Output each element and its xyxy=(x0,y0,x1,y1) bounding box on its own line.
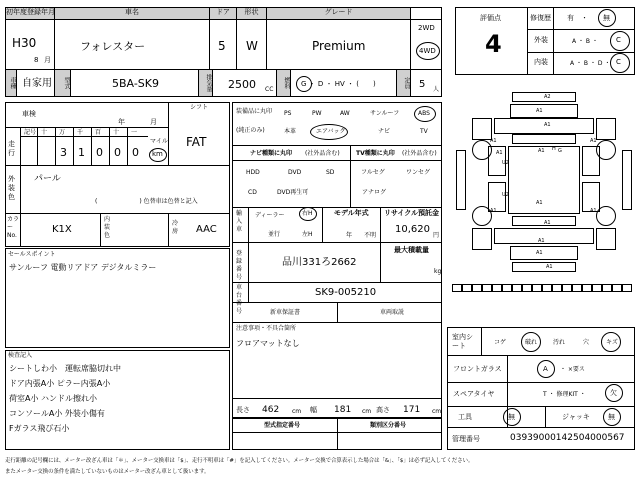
handle-right: 右H xyxy=(302,210,313,217)
ac-label: 冷房 xyxy=(172,220,179,235)
seat-option: 穴 xyxy=(583,339,590,346)
jack-value: 無 xyxy=(608,413,615,421)
model-year-label: モデル年式 xyxy=(334,209,369,217)
equip-item: PS xyxy=(284,110,292,117)
exterior-label: 外装 xyxy=(534,36,548,44)
interior-selected: C xyxy=(616,58,621,66)
manual-label: 車両取説 xyxy=(380,309,405,316)
tv-item: ワンセグ xyxy=(406,169,431,176)
digit-divider xyxy=(127,127,128,165)
grade-value: Premium xyxy=(312,39,366,53)
km-label: km xyxy=(152,150,163,158)
shift-label: シフト xyxy=(190,104,209,111)
damage-label: A1 xyxy=(496,150,503,156)
inspector-label: 検査記入 xyxy=(8,352,33,359)
digit-value: 0 xyxy=(96,146,103,159)
damage-label: A1 xyxy=(590,208,597,214)
wheel xyxy=(472,140,492,160)
bottom-strip-cell xyxy=(452,284,462,292)
car-name-label: 車名 xyxy=(55,8,209,19)
wheel xyxy=(472,206,492,226)
digit-header: 百 xyxy=(95,129,102,136)
model-year-unit: 年 xyxy=(346,232,353,239)
bottom-strip-cell xyxy=(472,284,482,292)
equip-item: ABS xyxy=(418,110,430,117)
capacity-value: 5 xyxy=(419,79,426,90)
exterior-selected: C xyxy=(616,36,621,44)
color-no-value: K1X xyxy=(52,224,72,235)
month-value: 8 xyxy=(34,56,39,64)
equip-item: TV xyxy=(420,128,428,135)
body-panel xyxy=(622,150,632,210)
length-value: 462 xyxy=(262,405,280,415)
notes-label: 注意事項・不具合箇所 xyxy=(236,325,297,332)
chassis-value: SK9-005210 xyxy=(315,287,377,298)
drive-4wd: 4WD xyxy=(419,47,436,55)
bottom-strip-cell xyxy=(532,284,542,292)
sales-text: サンルーフ 電動リアドア デジタルミラー xyxy=(9,263,157,272)
wheel xyxy=(596,206,616,226)
body-panel xyxy=(512,262,576,272)
repair-selected: 無 xyxy=(603,14,610,22)
recycle-amount: 10,620 xyxy=(395,224,430,235)
color-no-label: カラーNo. xyxy=(7,216,20,239)
first-reg-label: 初年度登録年月 xyxy=(6,8,54,19)
bottom-strip-cell xyxy=(492,284,502,292)
month-unit: 月 xyxy=(44,56,51,64)
dealer: ディーラー xyxy=(255,212,285,219)
inspector-line: シートしわ小 運転席脇切れ中 xyxy=(9,364,121,373)
handle-left: 左H xyxy=(302,231,313,238)
body-panel xyxy=(472,118,492,140)
notes-value: フロアマットなし xyxy=(236,339,300,348)
max-load-label: 最大積載量 xyxy=(394,246,429,254)
width-unit: cm xyxy=(362,408,372,415)
usage-value: 自家用 xyxy=(22,78,52,89)
management-value: 03939000142504000567 xyxy=(510,433,625,443)
navi-sub: (社外品含む) xyxy=(305,150,340,157)
footer-line2: またメーター交換の条件を満たしていないものはメーター改ざん車として扱います。 xyxy=(5,469,210,475)
digit-header: 十 xyxy=(41,129,48,136)
damage-label: A1 xyxy=(536,108,543,114)
fuel-label: 燃料 xyxy=(277,70,290,96)
digit-header: 記号 xyxy=(24,129,37,136)
interior-label: 内装 xyxy=(534,58,548,66)
body-panel xyxy=(596,228,616,250)
color-label: 外装色 xyxy=(8,175,15,201)
shape-value: W xyxy=(246,39,258,53)
body-panel xyxy=(510,246,578,260)
navi-label: ナビ種類に丸印 xyxy=(250,150,293,157)
displacement-unit: CC xyxy=(265,86,274,93)
digit-header: 千 xyxy=(77,129,84,136)
bottom-strip-cell xyxy=(552,284,562,292)
navi-item: CD xyxy=(248,189,257,196)
equip-item: PW xyxy=(312,110,322,117)
shift-value: FAT xyxy=(186,135,207,149)
equip-item: AW xyxy=(340,110,350,117)
inspection-label: 車検 xyxy=(22,110,36,118)
bottom-strip-cell xyxy=(502,284,512,292)
digit-value: 1 xyxy=(78,146,85,159)
length-unit: cm xyxy=(292,408,302,415)
tools-label: 工具 xyxy=(458,413,472,421)
seat-option: キズ xyxy=(606,339,618,346)
digit-value: 0 xyxy=(114,146,121,159)
digit-header: 万 xyxy=(59,129,66,136)
inspector-line: Fガラス飛び石小 xyxy=(9,424,70,433)
bottom-strip-cell xyxy=(582,284,592,292)
navi-item: DVD xyxy=(288,169,302,176)
digit-divider xyxy=(37,127,38,165)
plate-label: 登録番号 xyxy=(236,250,243,281)
mileage-label: 走行 xyxy=(8,140,15,157)
damage-label: A1 xyxy=(490,138,497,144)
drive-2wd: 2WD xyxy=(418,24,435,32)
bottom-strip-cell xyxy=(602,284,612,292)
color-note: ( ) 色替車は色替と記入 xyxy=(95,198,198,205)
management-label: 管理番号 xyxy=(452,435,480,443)
width-label: 幅 xyxy=(310,406,317,414)
damage-label: A1 xyxy=(536,250,543,256)
tv-item: アナログ xyxy=(362,189,387,196)
fuel-options: G ・ D ・ HV ・ ( ) xyxy=(301,80,376,88)
body-panel xyxy=(508,146,580,214)
recycle-label: リサイクル預託金 xyxy=(384,209,440,217)
rating-value: 4 xyxy=(485,30,502,58)
body-panel xyxy=(596,118,616,140)
damage-label: U2 xyxy=(502,160,509,166)
interior-color-label: 内装色 xyxy=(104,216,111,239)
year-value: H30 xyxy=(12,36,37,50)
digit-divider xyxy=(109,127,110,165)
car-diagram xyxy=(452,88,636,316)
digit-value: 0 xyxy=(132,146,139,159)
seat-option: 破れ xyxy=(525,339,538,346)
front-glass-selected: A xyxy=(543,365,548,373)
bottom-strip-cell xyxy=(572,284,582,292)
damage-label: A1 xyxy=(538,238,545,244)
damage-label: A1 xyxy=(536,200,543,206)
height-unit: cm xyxy=(432,408,442,415)
digit-divider xyxy=(55,127,56,165)
capacity-label: 定員 xyxy=(397,70,410,96)
tv-label: TV種類に丸印 xyxy=(356,150,395,157)
import-label: 輸入車 xyxy=(236,210,243,233)
navi-item: SD xyxy=(326,169,335,176)
plate-value: 品川331ろ2662 xyxy=(282,257,357,268)
navi-item: DVD再生可 xyxy=(277,189,309,196)
spare-tire-label: スペアタイヤ xyxy=(453,390,495,398)
interior-options: A ・ B ・ D ・ xyxy=(570,60,611,67)
tools-value: 無 xyxy=(508,413,515,421)
chassis-label: 車台番号 xyxy=(236,284,243,315)
max-load-unit: kg xyxy=(434,268,442,275)
bottom-strip-cell xyxy=(612,284,622,292)
seat-option: 汚れ xyxy=(553,339,566,346)
bottom-strip-cell xyxy=(512,284,522,292)
car-name-value: フォレスター xyxy=(80,40,146,53)
bottom-strip-cell xyxy=(562,284,572,292)
damage-label: A2 xyxy=(544,94,551,100)
recycle-yen: 円 xyxy=(433,232,440,239)
damage-label: A1 xyxy=(544,220,551,226)
equip-item: 本革 xyxy=(284,128,297,135)
wheel xyxy=(596,140,616,160)
body-panel xyxy=(510,104,578,118)
model-year-unknown: 不明 xyxy=(364,232,377,239)
width-value: 181 xyxy=(334,405,352,415)
doors-value: 5 xyxy=(218,39,226,53)
damage-label: U2 xyxy=(502,192,509,198)
height-label: 高さ xyxy=(376,406,390,414)
damage-label: H xyxy=(552,146,556,152)
vehicle-class-label: 車種 xyxy=(6,70,16,96)
digit-header: 一 xyxy=(131,129,138,136)
model-value: 5BA-SK9 xyxy=(112,77,159,90)
bottom-strip-cell xyxy=(482,284,492,292)
damage-label: G xyxy=(558,148,562,154)
parallel: 並行 xyxy=(268,231,281,238)
inspector-line: コンソールA小 外装小傷有 xyxy=(9,409,105,418)
tv-item: フルセグ xyxy=(361,169,385,176)
spare-tire-selected: 欠 xyxy=(610,389,617,397)
digit-value: 3 xyxy=(60,146,67,159)
length-label: 長さ xyxy=(236,406,250,414)
color-value: パール xyxy=(34,174,61,184)
front-glass-label: フロントガラス xyxy=(453,365,502,373)
inspector-line: 荷室A小 ハンドル擦れ小 xyxy=(9,394,98,403)
displacement-label: 排気量 xyxy=(199,70,212,96)
footer-line1: 走行距離の記号欄には、メーター改ざん車は「＊」、メーター交換車は「$」、走行不明車は「#」を記入してください。メーター交換で合算表示した場合は「&」、「$」は必ず記入してください。 xyxy=(5,458,474,464)
new-warranty-label: 新車保証書 xyxy=(270,309,301,316)
type-designation-label: 型式指定番号 xyxy=(264,422,301,429)
inspector-line: ドア内張A小 ピラー内張A小 xyxy=(9,379,111,388)
digit-header: 十 xyxy=(113,129,120,136)
damage-label: A1 xyxy=(544,122,551,128)
repair-label: 修復歴 xyxy=(530,14,551,22)
bottom-strip-cell xyxy=(522,284,532,292)
equip-label: 装備品に丸印 xyxy=(236,108,273,115)
displacement-value: 2500 xyxy=(228,78,256,91)
bottom-strip-cell xyxy=(462,284,472,292)
sales-label: セールスポイント xyxy=(8,251,56,258)
damage-label: A1 xyxy=(538,148,545,154)
jack-label: ジャッキ xyxy=(562,413,590,421)
navi-item: HDD xyxy=(246,169,260,176)
grade-label: グレード xyxy=(267,8,410,19)
category-label: 類別区分番号 xyxy=(370,422,407,429)
equip-sublabel: (純正のみ) xyxy=(236,127,265,134)
front-glass-other: ・ ×要ス xyxy=(560,366,585,373)
inspection-month-unit: 月 xyxy=(150,118,157,126)
doors-label: ドア xyxy=(210,8,236,19)
bottom-strip-cell xyxy=(622,284,632,292)
bottom-strip-cell xyxy=(542,284,552,292)
body-panel xyxy=(456,150,466,210)
damage-label: A1 xyxy=(546,264,553,270)
height-value: 171 xyxy=(403,405,421,415)
exterior-options: A ・ B ・ xyxy=(572,38,598,45)
spare-tire-options: T ・ 修理KIT ・ xyxy=(543,391,586,398)
body-panel xyxy=(472,228,492,250)
seat-label: 室内シート xyxy=(452,333,473,350)
body-panel xyxy=(512,134,576,144)
digit-divider xyxy=(73,127,74,165)
damage-label: A1 xyxy=(490,208,497,214)
digit-divider xyxy=(91,127,92,165)
equip-item: サンルーフ xyxy=(370,110,400,117)
shape-label: 形状 xyxy=(237,8,266,19)
miles-label: マイル xyxy=(150,138,168,145)
equip-item: ナビ xyxy=(378,128,391,135)
rating-label: 評価点 xyxy=(480,14,501,22)
ac-value: AAC xyxy=(196,224,217,235)
inspection-year-unit: 年 xyxy=(118,118,125,126)
bottom-strip-cell xyxy=(592,284,602,292)
seat-option: コゲ xyxy=(494,339,507,346)
tv-sub: (社外品含む) xyxy=(402,150,437,157)
damage-label: A1 xyxy=(590,138,597,144)
model-label: 型式 xyxy=(55,70,70,96)
capacity-unit: 人 xyxy=(433,86,440,93)
repair-options: 有 ・ xyxy=(567,14,588,22)
equip-item: エアバック xyxy=(316,128,346,135)
